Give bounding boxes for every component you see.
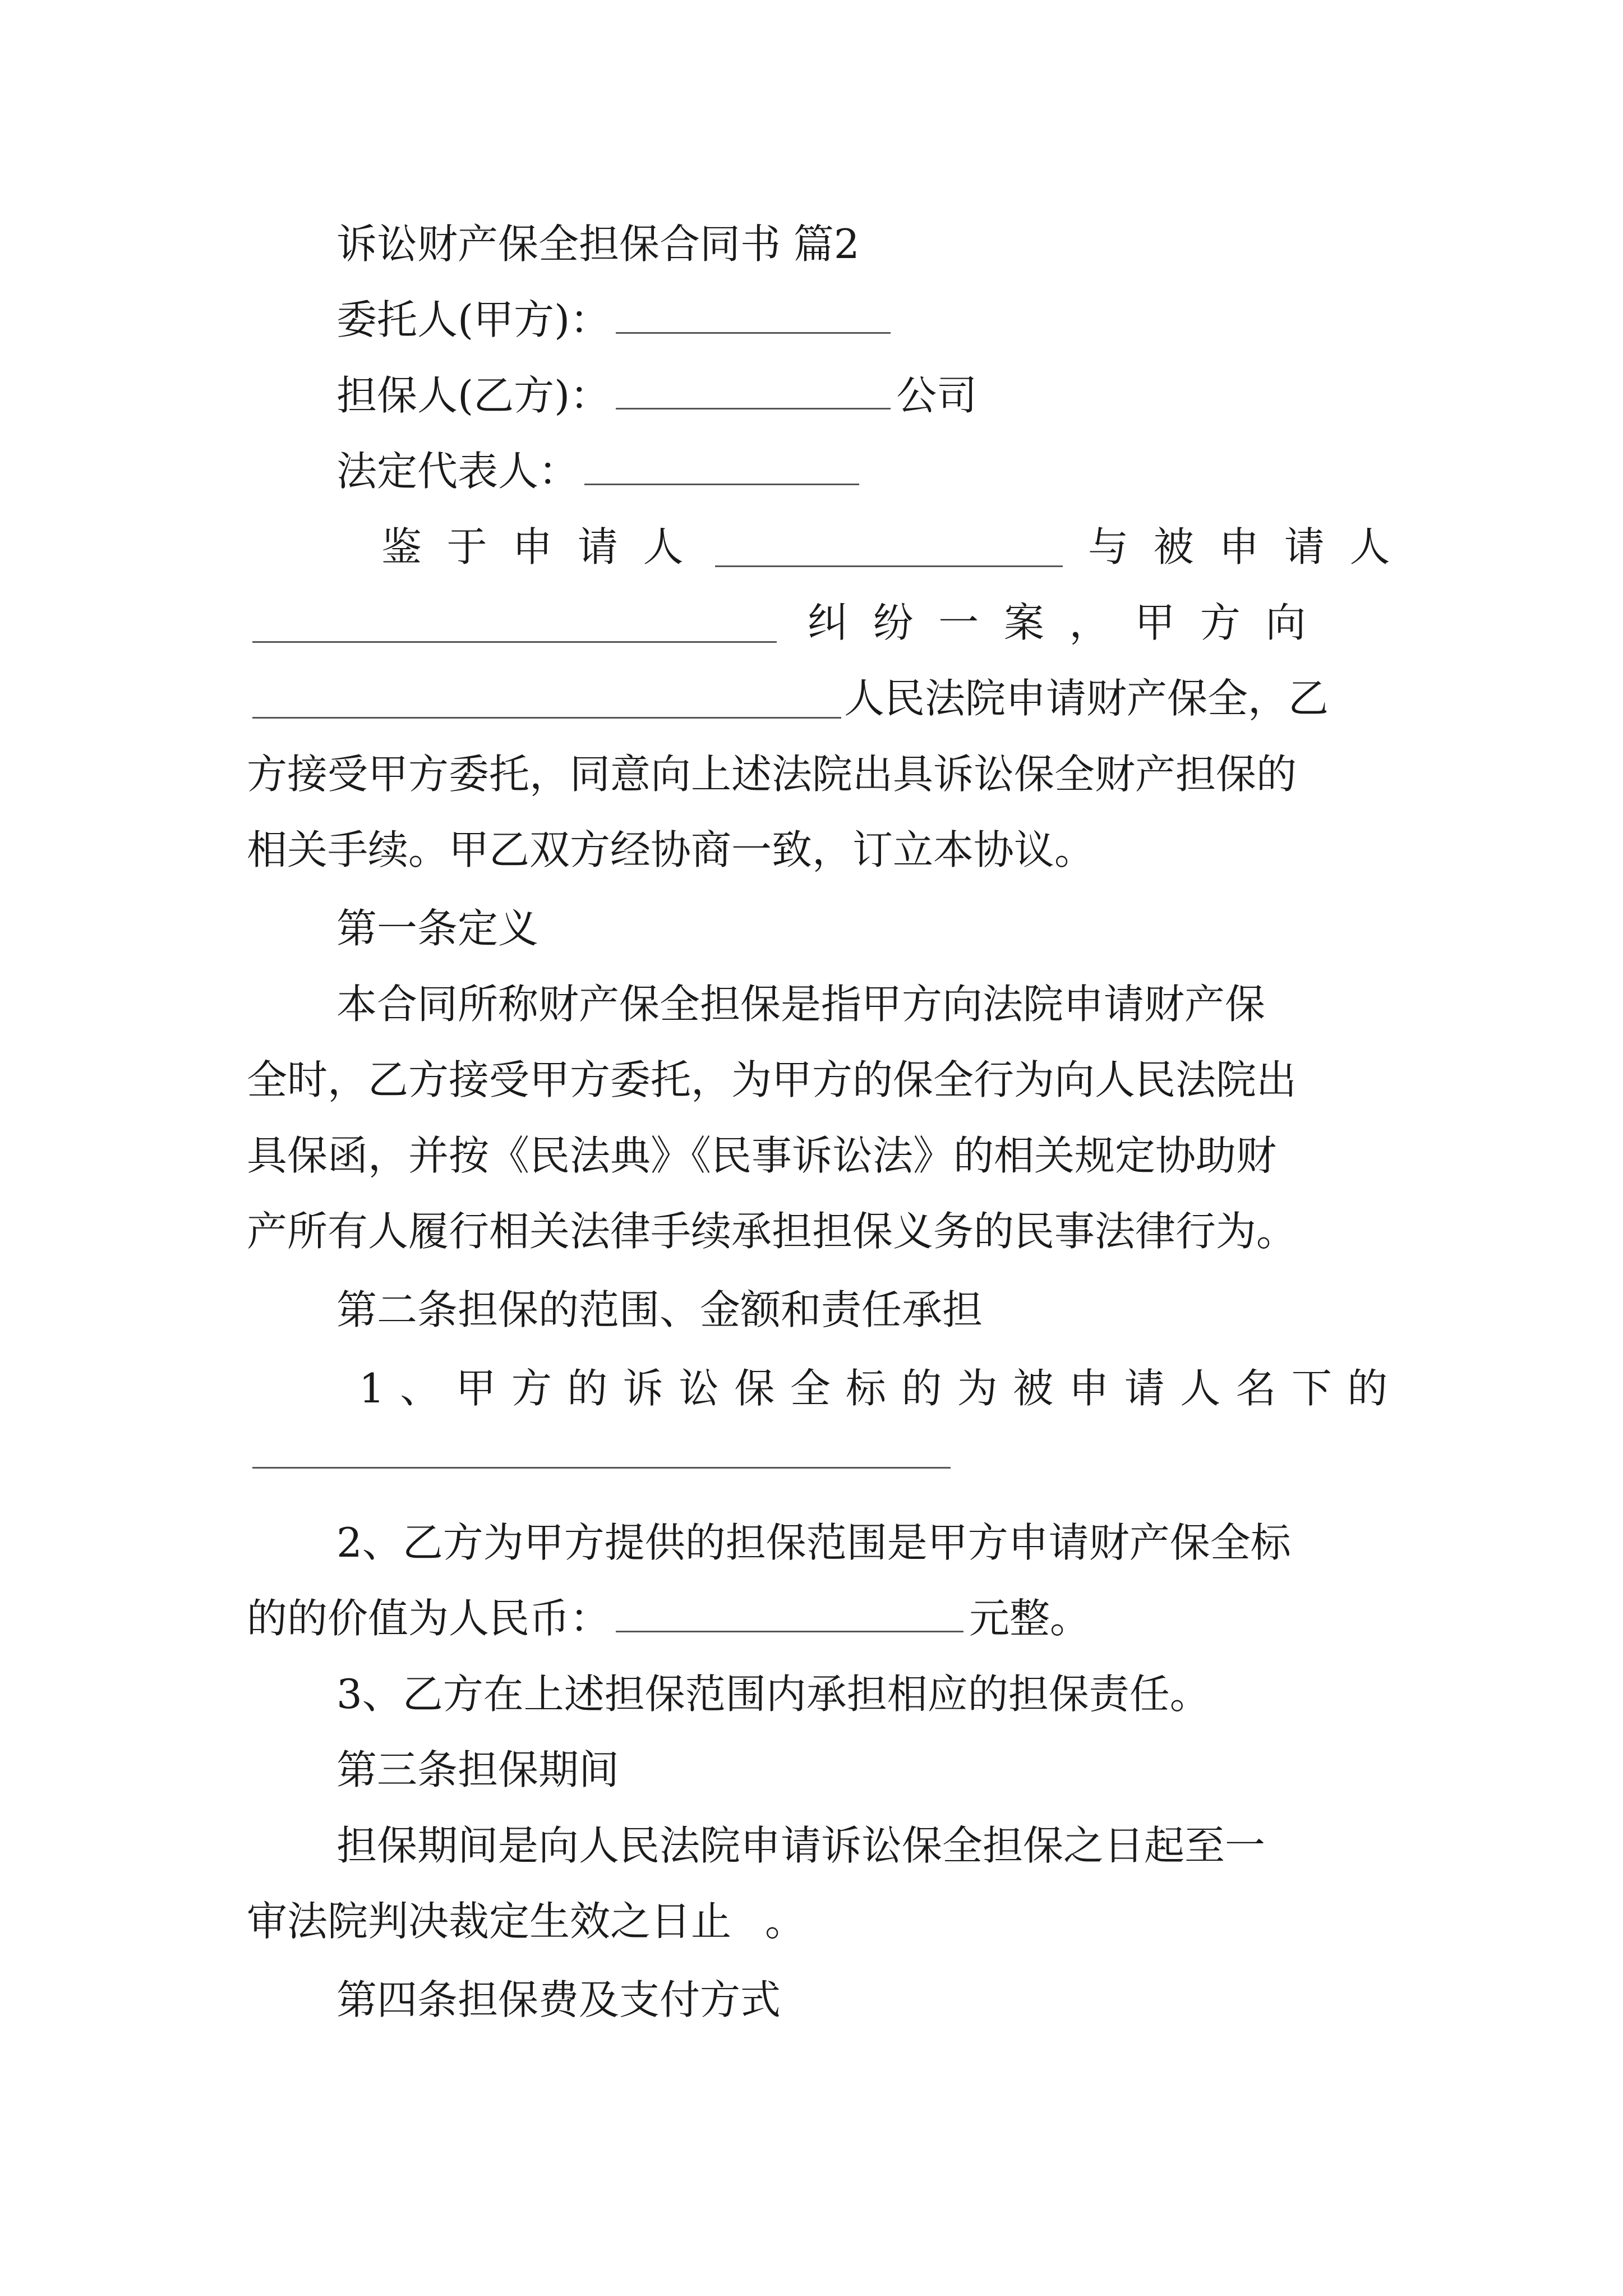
- amount-suffix: 元整。: [969, 1595, 1091, 1642]
- amount-blank[interactable]: [616, 1593, 963, 1632]
- article-1-line-3: 具保函，并按《民法典》《民事诉讼法》的相关规定协助财: [247, 1132, 1277, 1179]
- court-blank[interactable]: [252, 679, 841, 719]
- document-title: 诉讼财产保全担保合同书 篇2: [336, 220, 860, 268]
- applicant-blank[interactable]: [715, 527, 1063, 567]
- article-3-heading: 第三条担保期间: [336, 1746, 620, 1793]
- intro-applicant-label: 鉴于申请人: [381, 523, 709, 570]
- intro-court-text: 人民法院申请财产保全，乙: [844, 675, 1329, 722]
- intro-line-3: [0, 662, 1623, 735]
- legal-rep-label: 法定代表人：: [336, 448, 579, 495]
- intro-line-2: [0, 586, 1623, 659]
- respondent-blank[interactable]: [252, 603, 777, 643]
- article-1-line-1: 本合同所称财产保全担保是指甲方向法院申请财产保: [336, 981, 1266, 1028]
- article-2-item-1: 1、甲方的诉讼保全标的为被申请人名下的: [359, 1365, 1403, 1412]
- intro-line-4: 方接受甲方委托，同意向上述法院出具诉讼保全财产担保的: [247, 751, 1297, 798]
- article-3-line-1: 担保期间是向人民法院申请诉讼保全担保之日起至一: [336, 1822, 1266, 1869]
- legal-rep-blank[interactable]: [584, 445, 859, 485]
- intro-line-1: [0, 510, 1623, 583]
- article-1-line-2: 全时，乙方接受甲方委托，为甲方的保全行为向人民法院出: [247, 1056, 1297, 1103]
- client-label: 委托人(甲方)：: [336, 296, 611, 343]
- guarantor-suffix: 公司: [896, 372, 978, 419]
- client-blank[interactable]: [616, 294, 891, 334]
- article-2-item-2-line-2: [247, 1582, 1090, 1655]
- article-2-item-2-line-1: 2、乙方为甲方提供的担保范围是甲方申请财产保全标: [336, 1519, 1291, 1566]
- intro-line-5: 相关手续。甲乙双方经协商一致，订立本协议。: [247, 826, 1095, 873]
- intro-dispute-text: 纠纷一案，甲方向: [808, 599, 1331, 646]
- guarantor-blank[interactable]: [616, 370, 891, 409]
- article-1-heading: 第一条定义: [336, 905, 539, 952]
- legal-rep-line: [336, 435, 865, 508]
- article-2-item-3: 3、乙方在上述担保范围内承担相应的担保责任。: [336, 1671, 1210, 1718]
- article-4-heading: 第四条担保费及支付方式: [336, 1976, 781, 2023]
- client-line: [336, 283, 896, 356]
- intro-respondent-label: 与被申请人: [1088, 523, 1415, 570]
- article-2-heading: 第二条担保的范围、金额和责任承担: [336, 1286, 983, 1333]
- article-3-line-2-end: 。: [765, 1898, 806, 1945]
- article-1-line-4: 产所有人履行相关法律手续承担担保义务的民事法律行为。: [247, 1208, 1297, 1255]
- item-1-blank[interactable]: [252, 1458, 951, 1469]
- article-3-line-2-text: 审法院判决裁定生效之日止: [247, 1898, 732, 1945]
- article-3-line-2: [247, 1885, 805, 1958]
- amount-label: 的的价值为人民币：: [247, 1595, 611, 1642]
- guarantor-line: [336, 359, 977, 432]
- guarantor-label: 担保人(乙方)：: [336, 372, 611, 419]
